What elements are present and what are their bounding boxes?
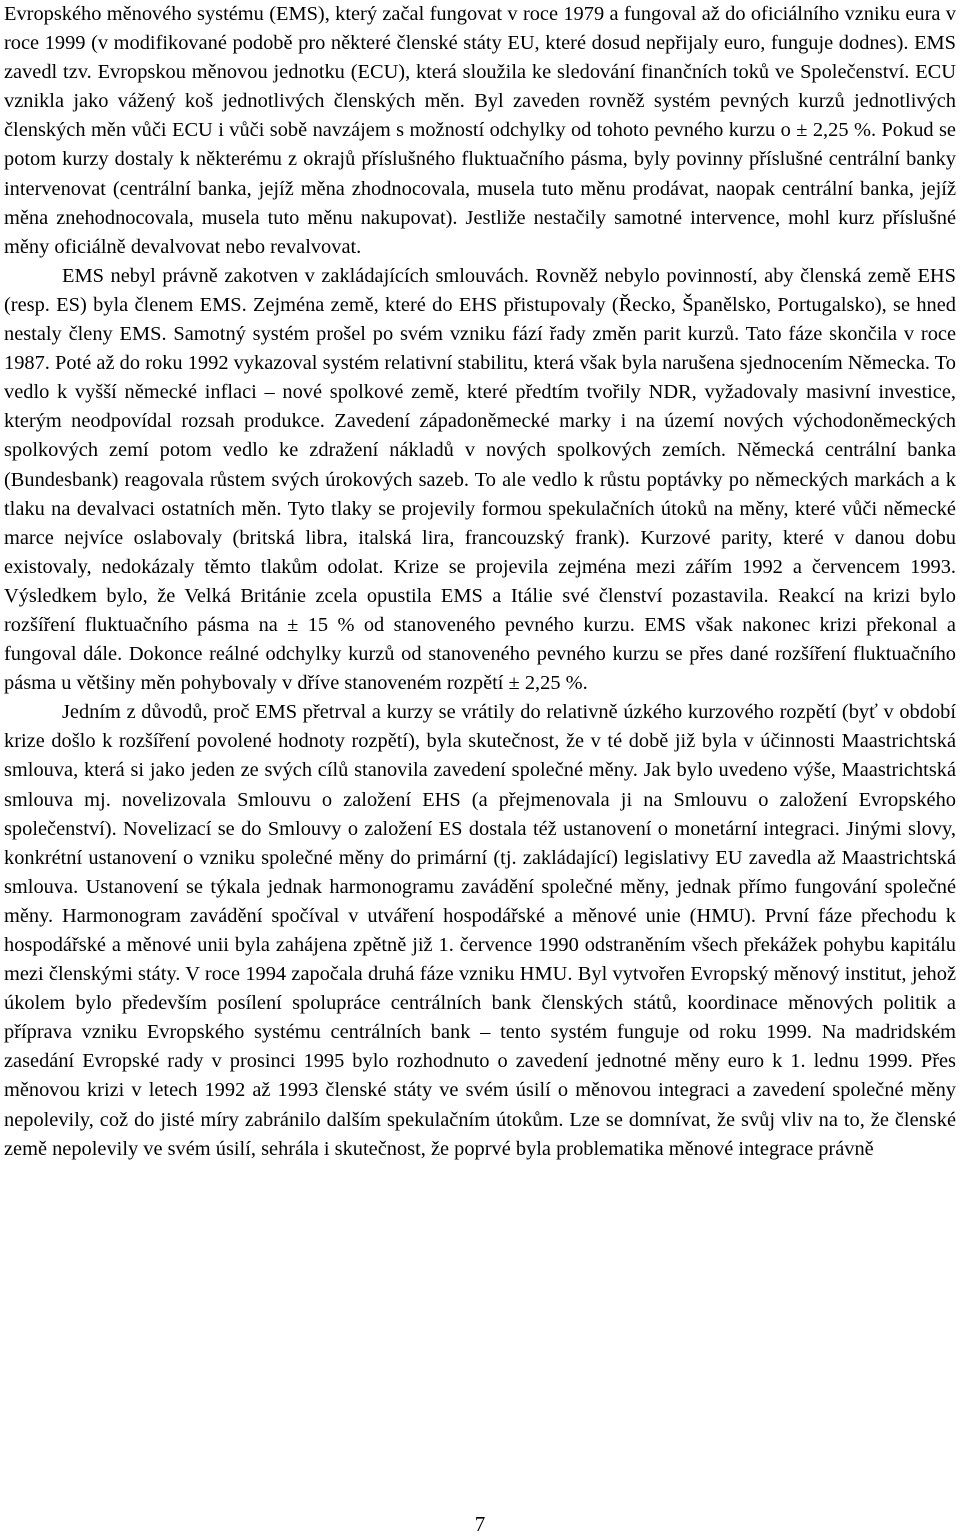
page-number: 7 — [474, 1512, 486, 1536]
paragraph-ems-intro: Evropského měnového systému (EMS), který začal fungovat v roce 1979 a fungoval až do oficiálního vzniku eura v roce 1999 (v modifikované podobě pro některé členské státy EU, které dosud nepřijaly euro, funguje dodnes). EMS zavedl tzv. Evropskou měnovou jednotku (ECU), která sloužila ke sledování finančních toků ve Společenství. ECU vznikla jako vážený koš jednotlivých členských měn. Byl zaveden rovněž systém pevných kurzů jednotlivých členských měn vůči ECU i vůči sobě navzájem s možností odchylky od tohoto pevného kurzu o ± 2,25 %. Pokud se potom kurzy dostaly k některému z okrajů příslušného fluktuačního pásma, byly povinny příslušné centrální banky intervenovat (centrální banka, jejíž měna zhodnocovala, musela tuto měnu prodávat, naopak centrální banka, jejíž měna znehodnocovala, musela tuto měnu nakupovat). Jestliže nestačily samotné intervence, mohl kurz příslušné měny oficiálně devalvovat nebo revalvovat. — [4, 3, 956, 258]
paragraph-ems-legal-status: EMS nebyl právně zakotven v zakládajících smlouvách. Rovněž nebylo povinností, aby členská země EHS (resp. ES) byla členem EMS. Zejména země, které do EHS přistupovaly (Řecko, Španělsko, Portugalsko), se hned nestaly členy EMS. Samotný systém prošel po svém vzniku fází řady změn parit kurzů. Tato fáze skončila v roce 1987. Poté až do roku 1992 vykazoval systém relativní stabilitu, která však byla narušena sjednocením Německa. To vedlo k vyšší německé inflaci – nové spolkové země, které předtím tvořily NDR, vyžadovaly masivní investice, kterým neodpovídal rozsah produkce. Zavedení západoněmecké marky i na území nových východoněmeckých spolkových zemí potom vedlo ke zdražení nákladů v nových spolkových zemích. Německá centrální banka (Bundesbank) reagovala růstem svých úrokových sazeb. To ale vedlo k růstu poptávky po německých markách a k tlaku na devalvaci ostatních měn. Tyto tlaky se projevily formou spekulačních útoků na měny, které vůči německé marce nejvíce oslabovaly (britská libra, italská lira, francouzský frank). Kurzové parity, které v danou dobu existovaly, nedokázaly těmto tlakům odolat. Krize se projevila zejména mezi zářím 1992 a červencem 1993. Výsledkem bylo, že Velká Británie zcela opustila EMS a Itálie své členství pozastavila. Reakcí na krizi bylo rozšíření fluktuačního pásma na ± 15 % od stanoveného pevného kurzu. EMS však nakonec krizi překonal a fungoval dále. Dokonce reálné odchylky kurzů od stanoveného pevného kurzu se přes dané rozšíření fluktuačního pásma u většiny měn pohybovaly v dříve stanoveném rozpětí ± 2,25 %. — [4, 264, 956, 695]
paragraph-maastricht-treaty: Jedním z důvodů, proč EMS přetrval a kurzy se vrátily do relativně úzkého kurzového rozpětí (byť v období krize došlo k rozšíření povolené hodnoty rozpětí), byla skutečnost, že v té době již byla v účinnosti Maastrichtská smlouva, která si jako jeden ze svých cílů stanovila zavedení společné měny. Jak bylo uvedeno výše, Maastrichtská smlouva mj. novelizovala Smlouvu o založení EHS (a přejmenovala ji na Smlouvu o založení Evropského společenství). Novelizací se do Smlouvy o založení ES dostala též ustanovení o monetární integraci. Jinými slovy, konkrétní ustanovení o vzniku společné měny do primární (tj. zakládající) legislativy EU zavedla až Maastrichtská smlouva. Ustanovení se týkala jednak harmonogramu zavádění společné měny, jednak přímo fungování společné měny. Harmonogram zavádění spočíval v utváření hospodářské a měnové unie (HMU). První fáze přechodu k hospodářské a měnové unii byla zahájena zpětně již 1. července 1990 odstraněním všech překážek pohybu kapitálu mezi členskými státy. V roce 1994 započala druhá fáze vzniku HMU. Byl vytvořen Evropský měnový institut, jehož úkolem bylo především posílení spolupráce centrálních bank členských států, koordinace měnových politik a příprava vzniku Evropského systému centrálních bank – tento systém funguje od roku 1999. Na madridském zasedání Evropské rady v prosinci 1995 bylo rozhodnuto o zavedení jednotné měny euro k 1. lednu 1999. Přes měnovou krizi v letech 1992 až 1993 členské státy ve svém úsilí o měnovou integraci a zavedení společné měny nepolevily, což do jisté míry zabránilo dalším spekulačním útokům. Lze se domnívat, že svůj vliv na to, že členské země nepolevily ve svém úsilí, sehrála i skutečnost, že poprvé byla problematika měnové integrace právně — [4, 701, 956, 1160]
document-body — [4, 0, 956, 1164]
